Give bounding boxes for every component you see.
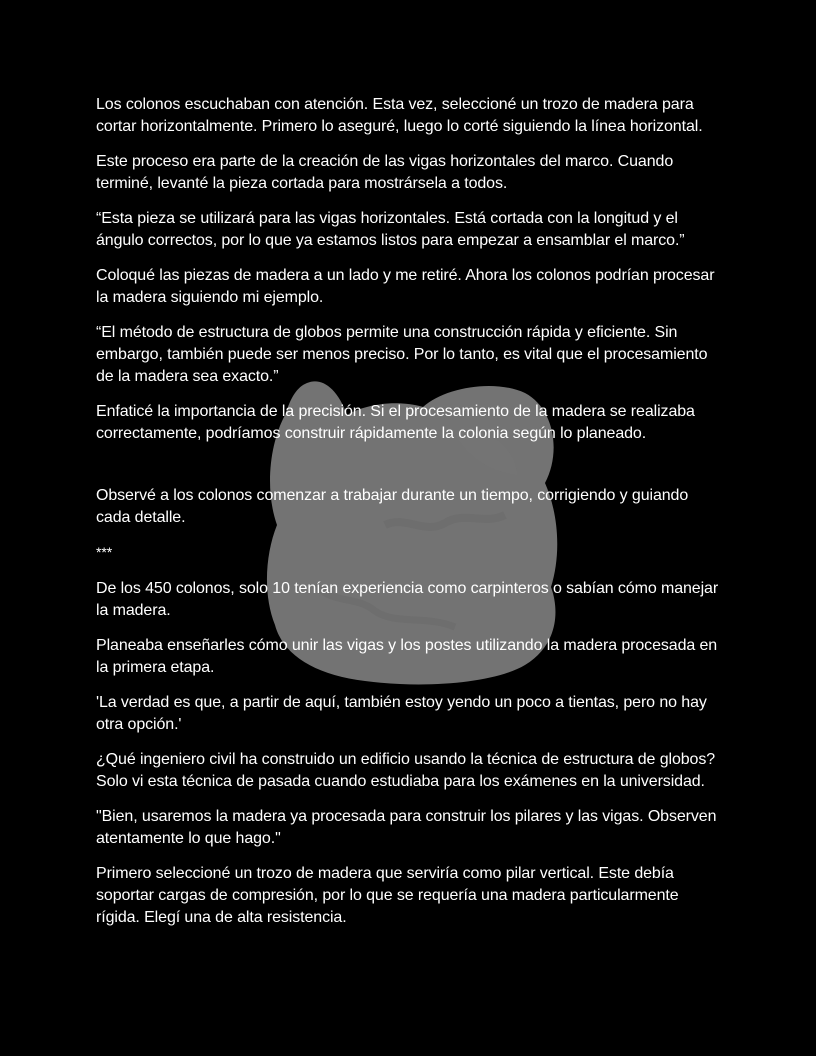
- paragraph: Enfaticé la importancia de la precisión. Si el procesamiento de la madera se realizaba correctamente, podríamos construir rápidamente la colonia según lo planeado.: [96, 403, 695, 442]
- paragraph: Los colonos escuchaban con atención. Esta vez, seleccioné un trozo de madera para cortar horizontalmente. Primero lo aseguré, luego lo corté siguiendo la línea horizontal.: [96, 96, 703, 135]
- paragraph: Primero seleccioné un trozo de madera que serviría como pilar vertical. Este debía soportar cargas de compresión, por lo que se requería una madera particularmente rígida. Elegí una de alta resistencia.: [96, 865, 679, 926]
- paragraph: “El método de estructura de globos permite una construcción rápida y eficiente. Sin embargo, también puede ser menos preciso. Por lo tanto, es vital que el procesamiento de la madera sea exacto.”: [96, 324, 708, 385]
- document-page: [96, 94, 726, 942]
- paragraph: "Bien, usaremos la madera ya procesada para construir los pilares y las vigas. Observen atentamente lo que hago.": [96, 808, 717, 847]
- paragraph: De los 450 colonos, solo 10 tenían experiencia como carpinteros o sabían cómo manejar la madera.: [96, 580, 719, 619]
- paragraph: 'La verdad es que, a partir de aquí, también estoy yendo un poco a tientas, pero no hay otra opción.': [96, 694, 707, 733]
- paragraph: Coloqué las piezas de madera a un lado y me retiré. Ahora los colonos podrían procesar la madera siguiendo mi ejemplo.: [96, 267, 715, 306]
- paragraph: “Esta pieza se utilizará para las vigas horizontales. Está cortada con la longitud y el ángulo correctos, por lo que ya estamos listos para empezar a ensamblar el marco.”: [96, 210, 685, 249]
- paragraph: Este proceso era parte de la creación de las vigas horizontales del marco. Cuando terminé, levanté la pieza cortada para mostrársela a todos.: [96, 153, 674, 192]
- paragraph: Observé a los colonos comenzar a trabajar durante un tiempo, corrigiendo y guiando cada detalle.: [96, 487, 689, 526]
- section-separator: ***: [96, 544, 113, 560]
- paragraph: ¿Qué ingeniero civil ha construido un edificio usando la técnica de estructura de globos? Solo vi esta técnica de pasada cuando estudiaba para los exámenes en la universidad.: [96, 751, 716, 790]
- paragraph: Planeaba enseñarles cómo unir las vigas y los postes utilizando la madera procesada en la primera etapa.: [96, 637, 718, 676]
